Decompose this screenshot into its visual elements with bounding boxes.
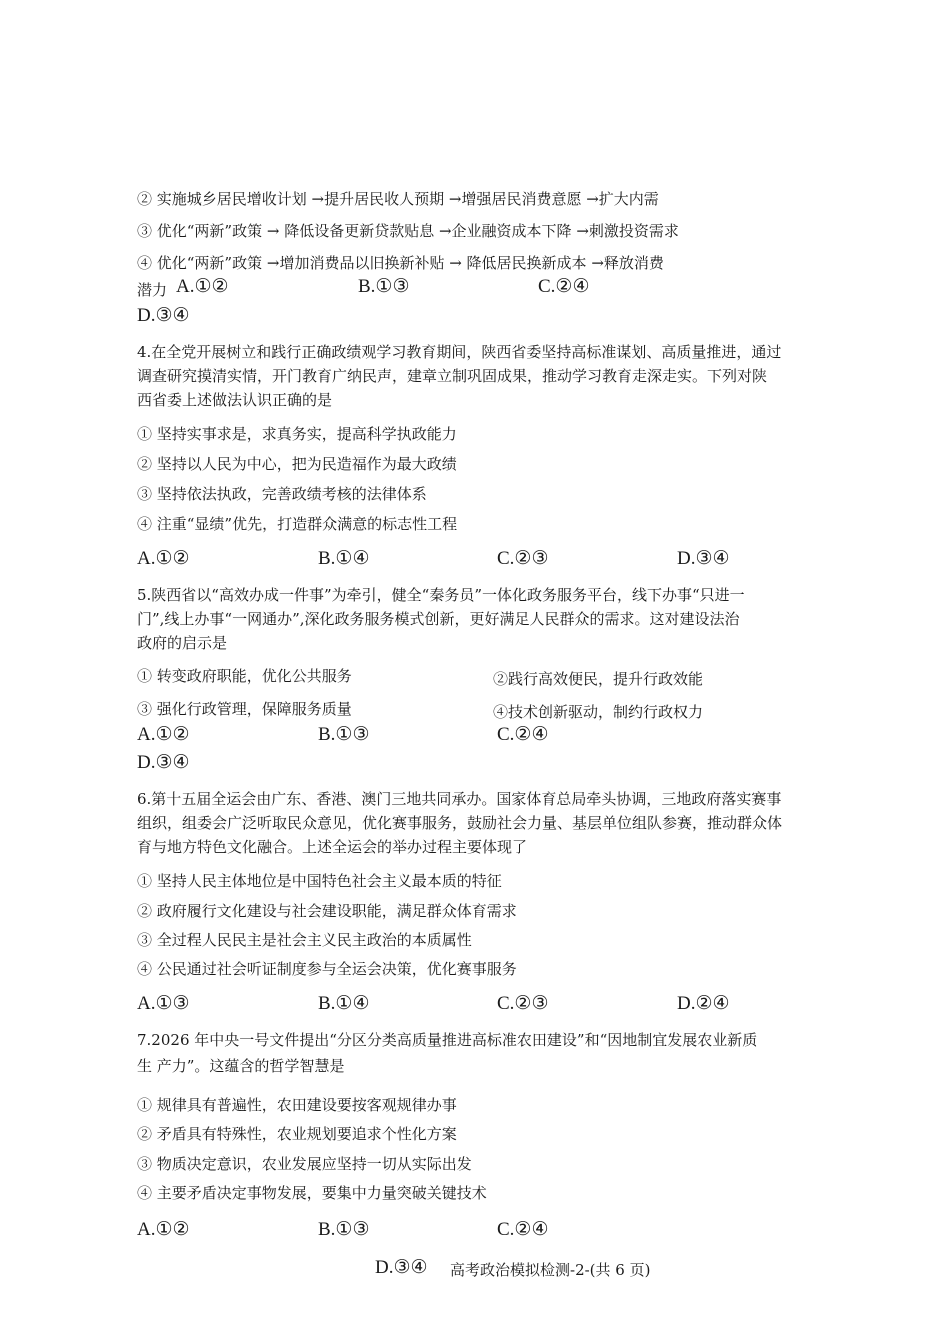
q3-option-4-cont: 潜力: [137, 281, 168, 299]
q7-choice-a: A.①②: [137, 1219, 190, 1240]
q5-choice-c: C.②④: [497, 724, 549, 745]
q7-choice-c: C.②④: [497, 1219, 549, 1240]
q4-choice-c: C.②③: [497, 548, 549, 569]
q6-option-3: ③ 全过程人民民主是社会主义民主政治的本质属性: [137, 931, 472, 949]
q3-choice-b: B.①③: [358, 276, 410, 297]
q3-choice-d: D.③④: [137, 305, 190, 326]
q5-option-3: ③ 强化行政管理，保障服务质量: [137, 700, 352, 718]
q7-option-1: ① 规律具有普遍性，农田建设要按客观规律办事: [137, 1096, 457, 1114]
q5-stem-line2: 门”,线上办事“一网通办”,深化政务服务模式创新，更好满足人民群众的需求。这对建设法治: [137, 610, 740, 628]
q3-option-3: ③ 优化“两新”政策 → 降低设备更新贷款贴息 →企业融资成本下降 →刺激投资需求: [137, 222, 679, 240]
q5-choice-a: A.①②: [137, 724, 190, 745]
q5-option-4: ④技术创新驱动，制约行政权力: [493, 703, 704, 721]
q4-stem-line3: 西省委上述做法认识正确的是: [137, 391, 333, 409]
q4-choice-a: A.①②: [137, 548, 190, 569]
q4-option-1: ① 坚持实事求是，求真务实，提高科学执政能力: [137, 425, 457, 443]
q6-choice-c: C.②③: [497, 993, 549, 1014]
q5-choice-d: D.③④: [137, 752, 190, 773]
q4-option-2: ② 坚持以人民为中心，把为民造福作为最大政绩: [137, 455, 457, 473]
q7-option-4: ④ 主要矛盾决定事物发展，要集中力量突破关键技术: [137, 1184, 487, 1202]
q4-choice-d: D.③④: [677, 548, 730, 569]
q6-option-1: ① 坚持人民主体地位是中国特色社会主义最本质的特征: [137, 872, 502, 890]
q7-choice-b: B.①③: [318, 1219, 370, 1240]
q5-stem-line1: 5.陕西省以“高效办成一件事”为牵引，健全“秦务员”一体化政务服务平台，线下办事“只进一: [137, 586, 745, 604]
page-footer: 高考政治模拟检测-2-(共 6 页): [450, 1261, 651, 1279]
q3-choice-a: A.①②: [176, 276, 229, 297]
q3-option-2: ② 实施城乡居民增收计划 →提升居民收人预期 →增强居民消费意愿 →扩大内需: [137, 190, 659, 208]
q6-stem-line2: 组织，组委会广泛听取民众意见，优化赛事服务，鼓励社会力量、基层单位组队参赛，推动群众体: [137, 814, 783, 832]
q5-option-1: ① 转变政府职能，优化公共服务: [137, 667, 352, 685]
q6-stem-line3: 育与地方特色文化融合。上述全运会的举办过程主要体现了: [137, 838, 528, 856]
q6-option-4: ④ 公民通过社会听证制度参与全运会决策，优化赛事服务: [137, 960, 517, 978]
q6-option-2: ② 政府履行文化建设与社会建设职能，满足群众体育需求: [137, 902, 517, 920]
q7-choice-d: D.③④: [375, 1257, 428, 1278]
q4-choice-b: B.①④: [318, 548, 370, 569]
q3-choice-c: C.②④: [538, 276, 590, 297]
q7-option-2: ② 矛盾具有特殊性，农业规划要追求个性化方案: [137, 1125, 457, 1143]
q4-option-4: ④ 注重“显绩”优先，打造群众满意的标志性工程: [137, 515, 458, 533]
q5-option-2: ②践行高效便民，提升行政效能: [493, 670, 704, 688]
q4-option-3: ③ 坚持依法执政，完善政绩考核的法律体系: [137, 485, 427, 503]
q6-choice-a: A.①③: [137, 993, 190, 1014]
q5-choice-b: B.①③: [318, 724, 370, 745]
q4-stem-line2: 调查研究摸清实情，开门教育广纳民声，建章立制巩固成果，推动学习教育走深走实。下列对陕: [137, 367, 768, 385]
q6-stem-line1: 6.第十五届全运会由广东、香港、澳门三地共同承办。国家体育总局牵头协调，三地政府落实赛事: [137, 790, 782, 808]
q6-choice-b: B.①④: [318, 993, 370, 1014]
q7-stem-line1: 7.2026 年中央一号文件提出“分区分类高质量推进高标准农田建设”和“因地制宜发展农业新质: [137, 1031, 758, 1049]
q7-stem-line2: 生 产力”。这蕴含的哲学智慧是: [137, 1057, 345, 1075]
q4-stem-line1: 4.在全党开展树立和践行正确政绩观学习教育期间，陕西省委坚持高标准谋划、高质量推进，通过: [137, 343, 782, 361]
q3-option-4: ④ 优化“两新”政策 →增加消费品以旧换新补贴 → 降低居民换新成本 →释放消费: [137, 254, 664, 272]
q6-choice-d: D.②④: [677, 993, 730, 1014]
q5-stem-line3: 政府的启示是: [137, 634, 228, 652]
q7-option-3: ③ 物质决定意识，农业发展应坚持一切从实际出发: [137, 1155, 472, 1173]
